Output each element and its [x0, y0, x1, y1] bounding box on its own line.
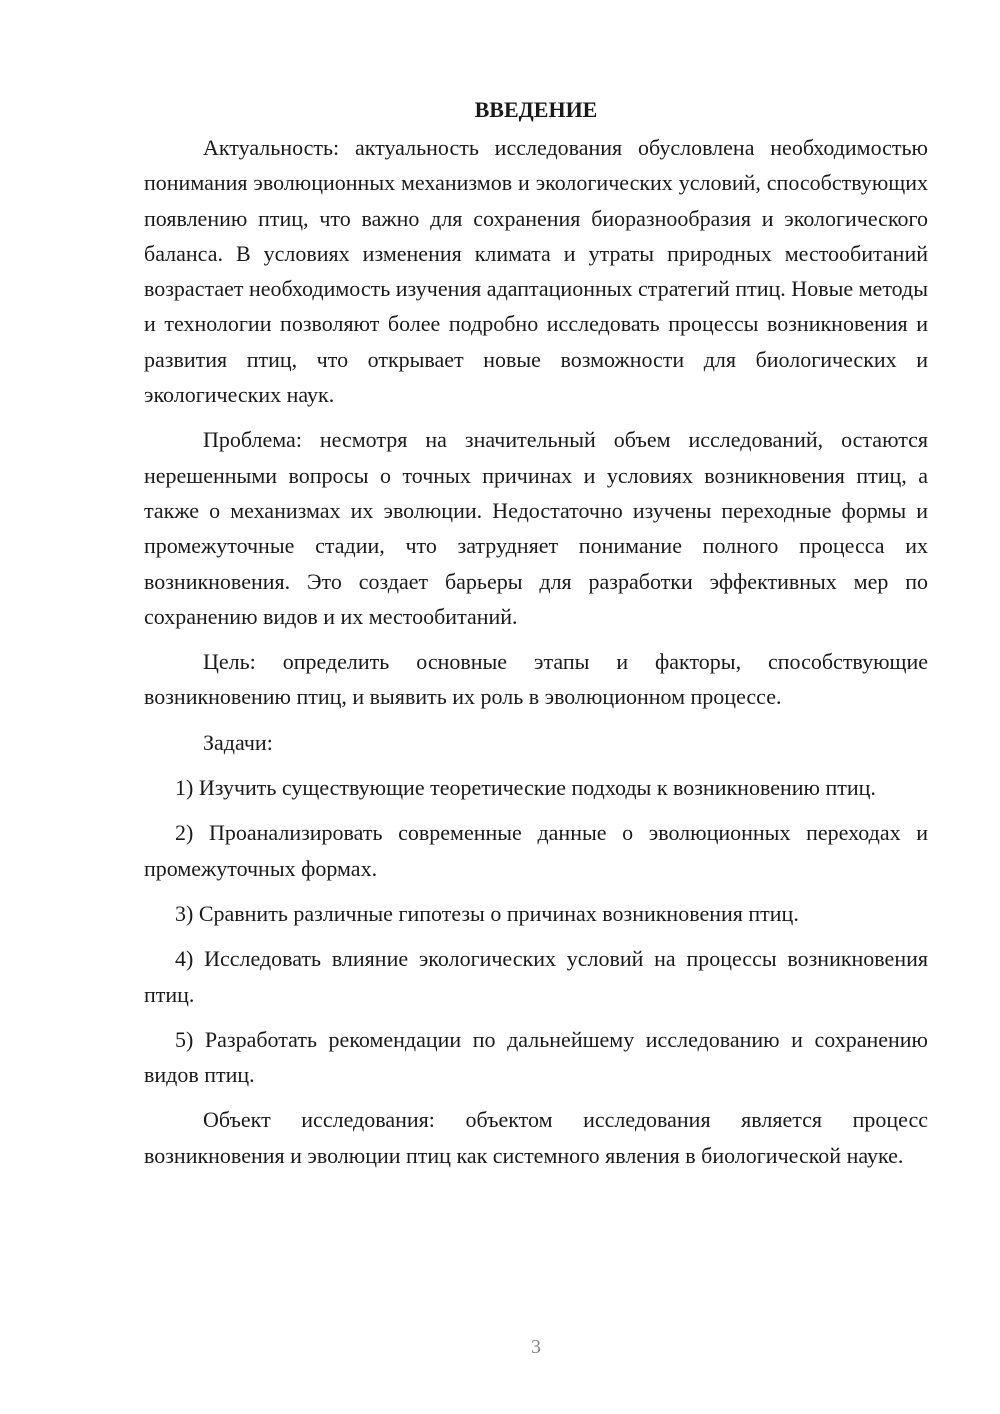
page-number: 3 — [531, 1336, 541, 1358]
object-paragraph: Объект исследования: объектом исследования является процесс возникновения и эволюции птиц как системного явления в биологической науке. — [144, 1107, 928, 1168]
document-page — [144, 92, 928, 1183]
task-item-2: 2) Проанализировать современные данные о эволюционных переходах и промежуточных формах. — [144, 820, 928, 881]
task-item-5: 5) Разработать рекомендации по дальнейшему исследованию и сохранению видов птиц. — [144, 1026, 928, 1088]
task-item-3: 3) Сравнить различные гипотезы о причинах возникновения птиц. — [175, 900, 799, 926]
section-title: ВВЕДЕНИЕ — [474, 97, 598, 122]
task-item-1: 1) Изучить существующие теоретические подходы к возникновению птиц. — [175, 775, 876, 801]
goal-paragraph: Цель: определить основные этапы и факторы, способствующие возникновению птиц, и выявить их роль в эволюционном процессе. — [144, 649, 928, 710]
relevance-paragraph: Актуальность: актуальность исследования обусловлена необходимостью понимания эволюционных механизмов и экологических условий, способствующих появлению птиц, что важно для сохранения биоразнообразия и экологического баланса. В условиях изменения климата и утраты природных местообитаний возрастает необходимость изучения адаптационных стратегий птиц. Новые методы и технологии позволяют более подробно исследовать процессы возникновения и развития птиц, что открывает новые возможности для биологических и экологических наук. — [144, 135, 928, 408]
tasks-heading: Задачи: — [203, 729, 273, 755]
task-item-4: 4) Исследовать влияние экологических условий на процессы возникновения птиц. — [144, 946, 928, 1007]
problem-paragraph: Проблема: несмотря на значительный объем исследований, остаются нерешенными вопросы о точных причинах и условиях возникновения птиц, а также о механизмах их эволюции. Недостаточно изучены переходные формы и промежуточные стадии, что затрудняет понимание полного процесса их возникновения. Это создает барьеры для разработки эффективных мер по сохранению видов и их местообитаний. — [144, 427, 928, 629]
